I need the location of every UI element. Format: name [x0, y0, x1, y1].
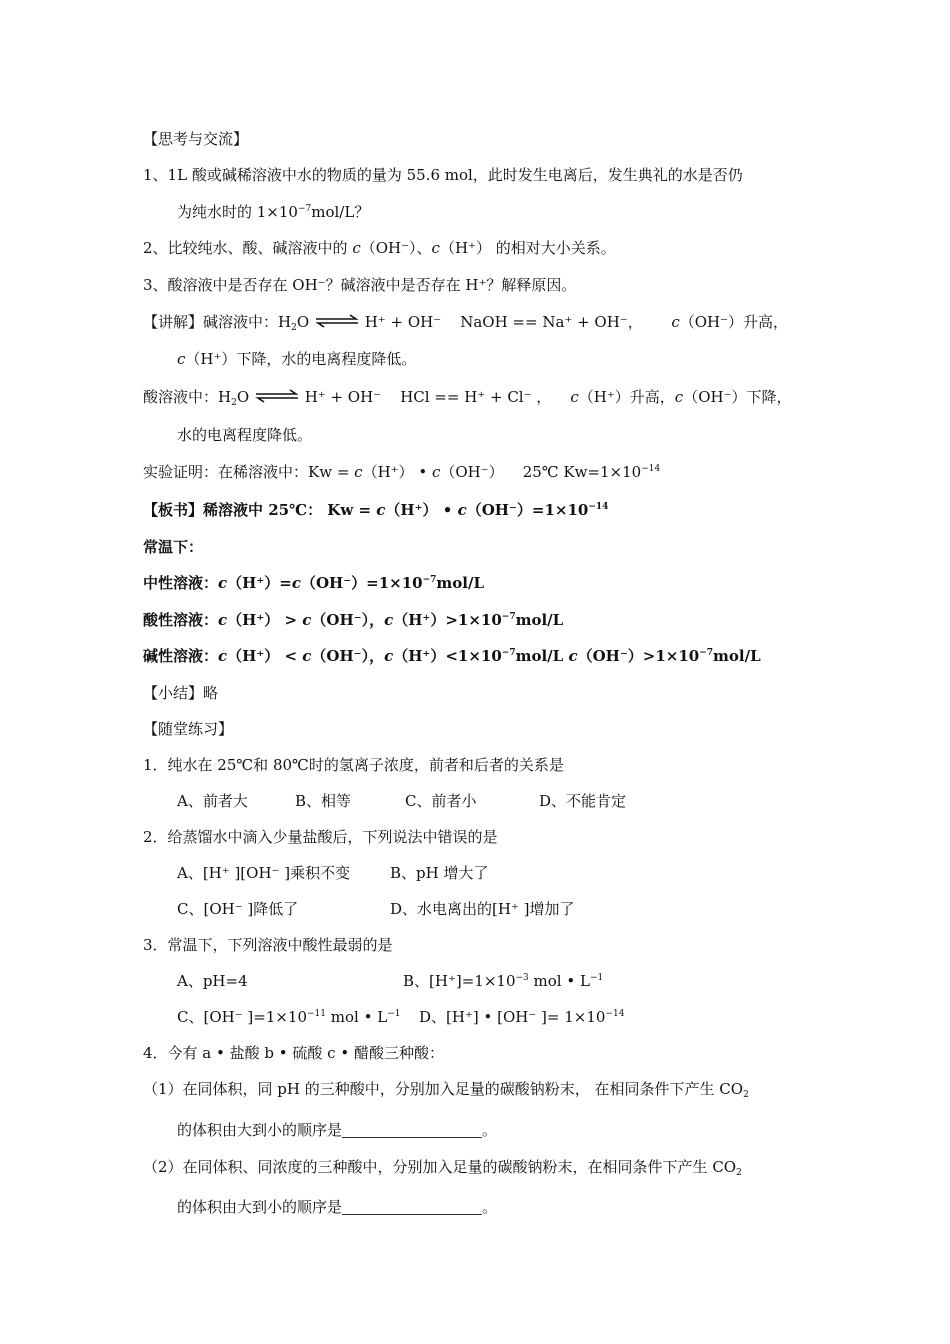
practice-1: 1．纯水在 25℃和 80℃时的氢离子浓度，前者和后者的关系是 — [143, 756, 564, 774]
practice-4-2-answer: 的体积由大到小的顺序是 。 — [177, 1198, 498, 1216]
explanation-base-2: c（H⁺）下降，水的电离程度降低。 — [177, 350, 417, 368]
equilibrium-arrow-icon — [254, 389, 300, 403]
practice-4-1: （1）在同体积，同 pH 的三种酸中，分别加入足量的碳酸钠粉末， 在相同条件下产生 $CO_2$ — [143, 1080, 749, 1100]
basic-solution: 碱性溶液：c（H⁺） < c（OH⁻），$c(H^+)<1\times 10^{-7}mol/L$ $c(OH^-)>1\times 10^{-7}mol/L$ — [143, 647, 761, 665]
acidic-solution: 酸性溶液：c（H⁺） > c（OH⁻），$c(H^+)>1\times 10^{-7}mol/L$ — [143, 611, 564, 629]
practice-4-1-answer: 的体积由大到小的顺序是 。 — [177, 1121, 498, 1139]
room-temperature: 常温下： — [143, 538, 204, 556]
practice-2: 2．给蒸馏水中滴入少量盐酸后，下列说法中错误的是 — [143, 828, 498, 846]
option-1a: A、前者大 — [177, 792, 248, 810]
heading-explanation: 【讲解】 — [143, 313, 204, 331]
question-2: 2、比较纯水、酸、碱溶液中的 c（OH⁻）、c（H⁺） 的相对大小关系。 — [143, 239, 616, 257]
option-2a: A、[H⁺ ][OH⁻ ]乘积不变 — [177, 864, 351, 882]
practice-2-ab — [177, 863, 488, 883]
practice-heading: 【随堂练习】 — [143, 720, 234, 738]
option-1c: C、前者小 — [405, 792, 477, 810]
practice-3-ab — [177, 971, 603, 991]
practice-4-2: （2）在同体积、同浓度的三种酸中，分别加入足量的碳酸钠粉末，在相同条件下产生 $CO_2$ — [143, 1158, 742, 1178]
question-1-line-2: 为纯水时的 $1\times 10^{-7}mol/L$？ — [177, 203, 370, 221]
answer-blank-2[interactable] — [342, 1200, 482, 1215]
option-2d: D、水电离出的[H⁺ ]增加了 — [390, 900, 575, 918]
option-3d: D、[H⁺] • [OH⁻ ]= $1\times 10^{-14}$ — [419, 1008, 625, 1026]
heading-board: 【板书】 — [143, 501, 204, 519]
question-1-line-1: 1、1L 酸或碱稀溶液中水的物质的量为 55.6 mol，此时发生电离后，发生典礼的水是否仍 — [143, 166, 743, 184]
option-2b: B、pH 增大了 — [390, 864, 489, 882]
neutral-solution: 中性溶液：$c(H^+)=c(OH^-)=1\times 10^{-7}mol/L$ — [143, 574, 485, 592]
practice-2-cd — [177, 899, 575, 919]
experiment-proof: 实验证明：在稀溶液中：Kw = c（H⁺） • c（OH⁻） 25℃ $Kw=1\times 10^{-14}$ — [143, 463, 661, 481]
option-1b: B、相等 — [295, 792, 352, 810]
option-3b: B、$[H^+]=1\times 10^{-3}$ mol • $L^{-1}$ — [403, 972, 604, 990]
option-1d: D、不能肯定 — [539, 792, 627, 810]
answer-blank-1[interactable] — [342, 1123, 482, 1138]
explanation-acid: 酸溶液中：$H_2O$ H⁺ + OH⁻ HCl == H⁺ + Cl⁻ ， c（H⁺）升高，c（OH⁻）下降， — [143, 388, 792, 408]
section-think — [143, 129, 248, 149]
practice-1-options — [177, 791, 697, 811]
option-3c: C、[OH⁻ ]$=1\times 10^{-11}$ mol • $L^{-1}$ — [177, 1008, 401, 1026]
explanation-base: 【讲解】碱溶液中：$H_2O$ H⁺ + OH⁻ NaOH == Na⁺ + OH⁻， c（OH⁻）升高， — [143, 313, 789, 333]
practice-4: 4．今有 a • 盐酸 b • 硫酸 c • 醋酸三种酸： — [143, 1044, 444, 1062]
practice-3-cd — [177, 1007, 624, 1027]
option-3a: A、pH=4 — [177, 972, 248, 990]
heading-think: 【思考与交流】 — [143, 130, 249, 148]
equilibrium-arrow-icon — [314, 314, 360, 328]
explanation-acid-2: 水的电离程度降低。 — [177, 426, 313, 444]
question-3: 3、酸溶液中是否存在 OH⁻？碱溶液中是否存在 H⁺？解释原因。 — [143, 276, 577, 294]
board-note: 【板书】稀溶液中 25℃： Kw = c（H⁺） • $c(OH^-)=1\times 10^{-14}$ — [143, 501, 609, 519]
summary: 【小结】略 — [143, 684, 219, 702]
option-2c: C、[OH⁻ ]降低了 — [177, 900, 299, 918]
practice-3: 3．常温下，下列溶液中酸性最弱的是 — [143, 936, 393, 954]
